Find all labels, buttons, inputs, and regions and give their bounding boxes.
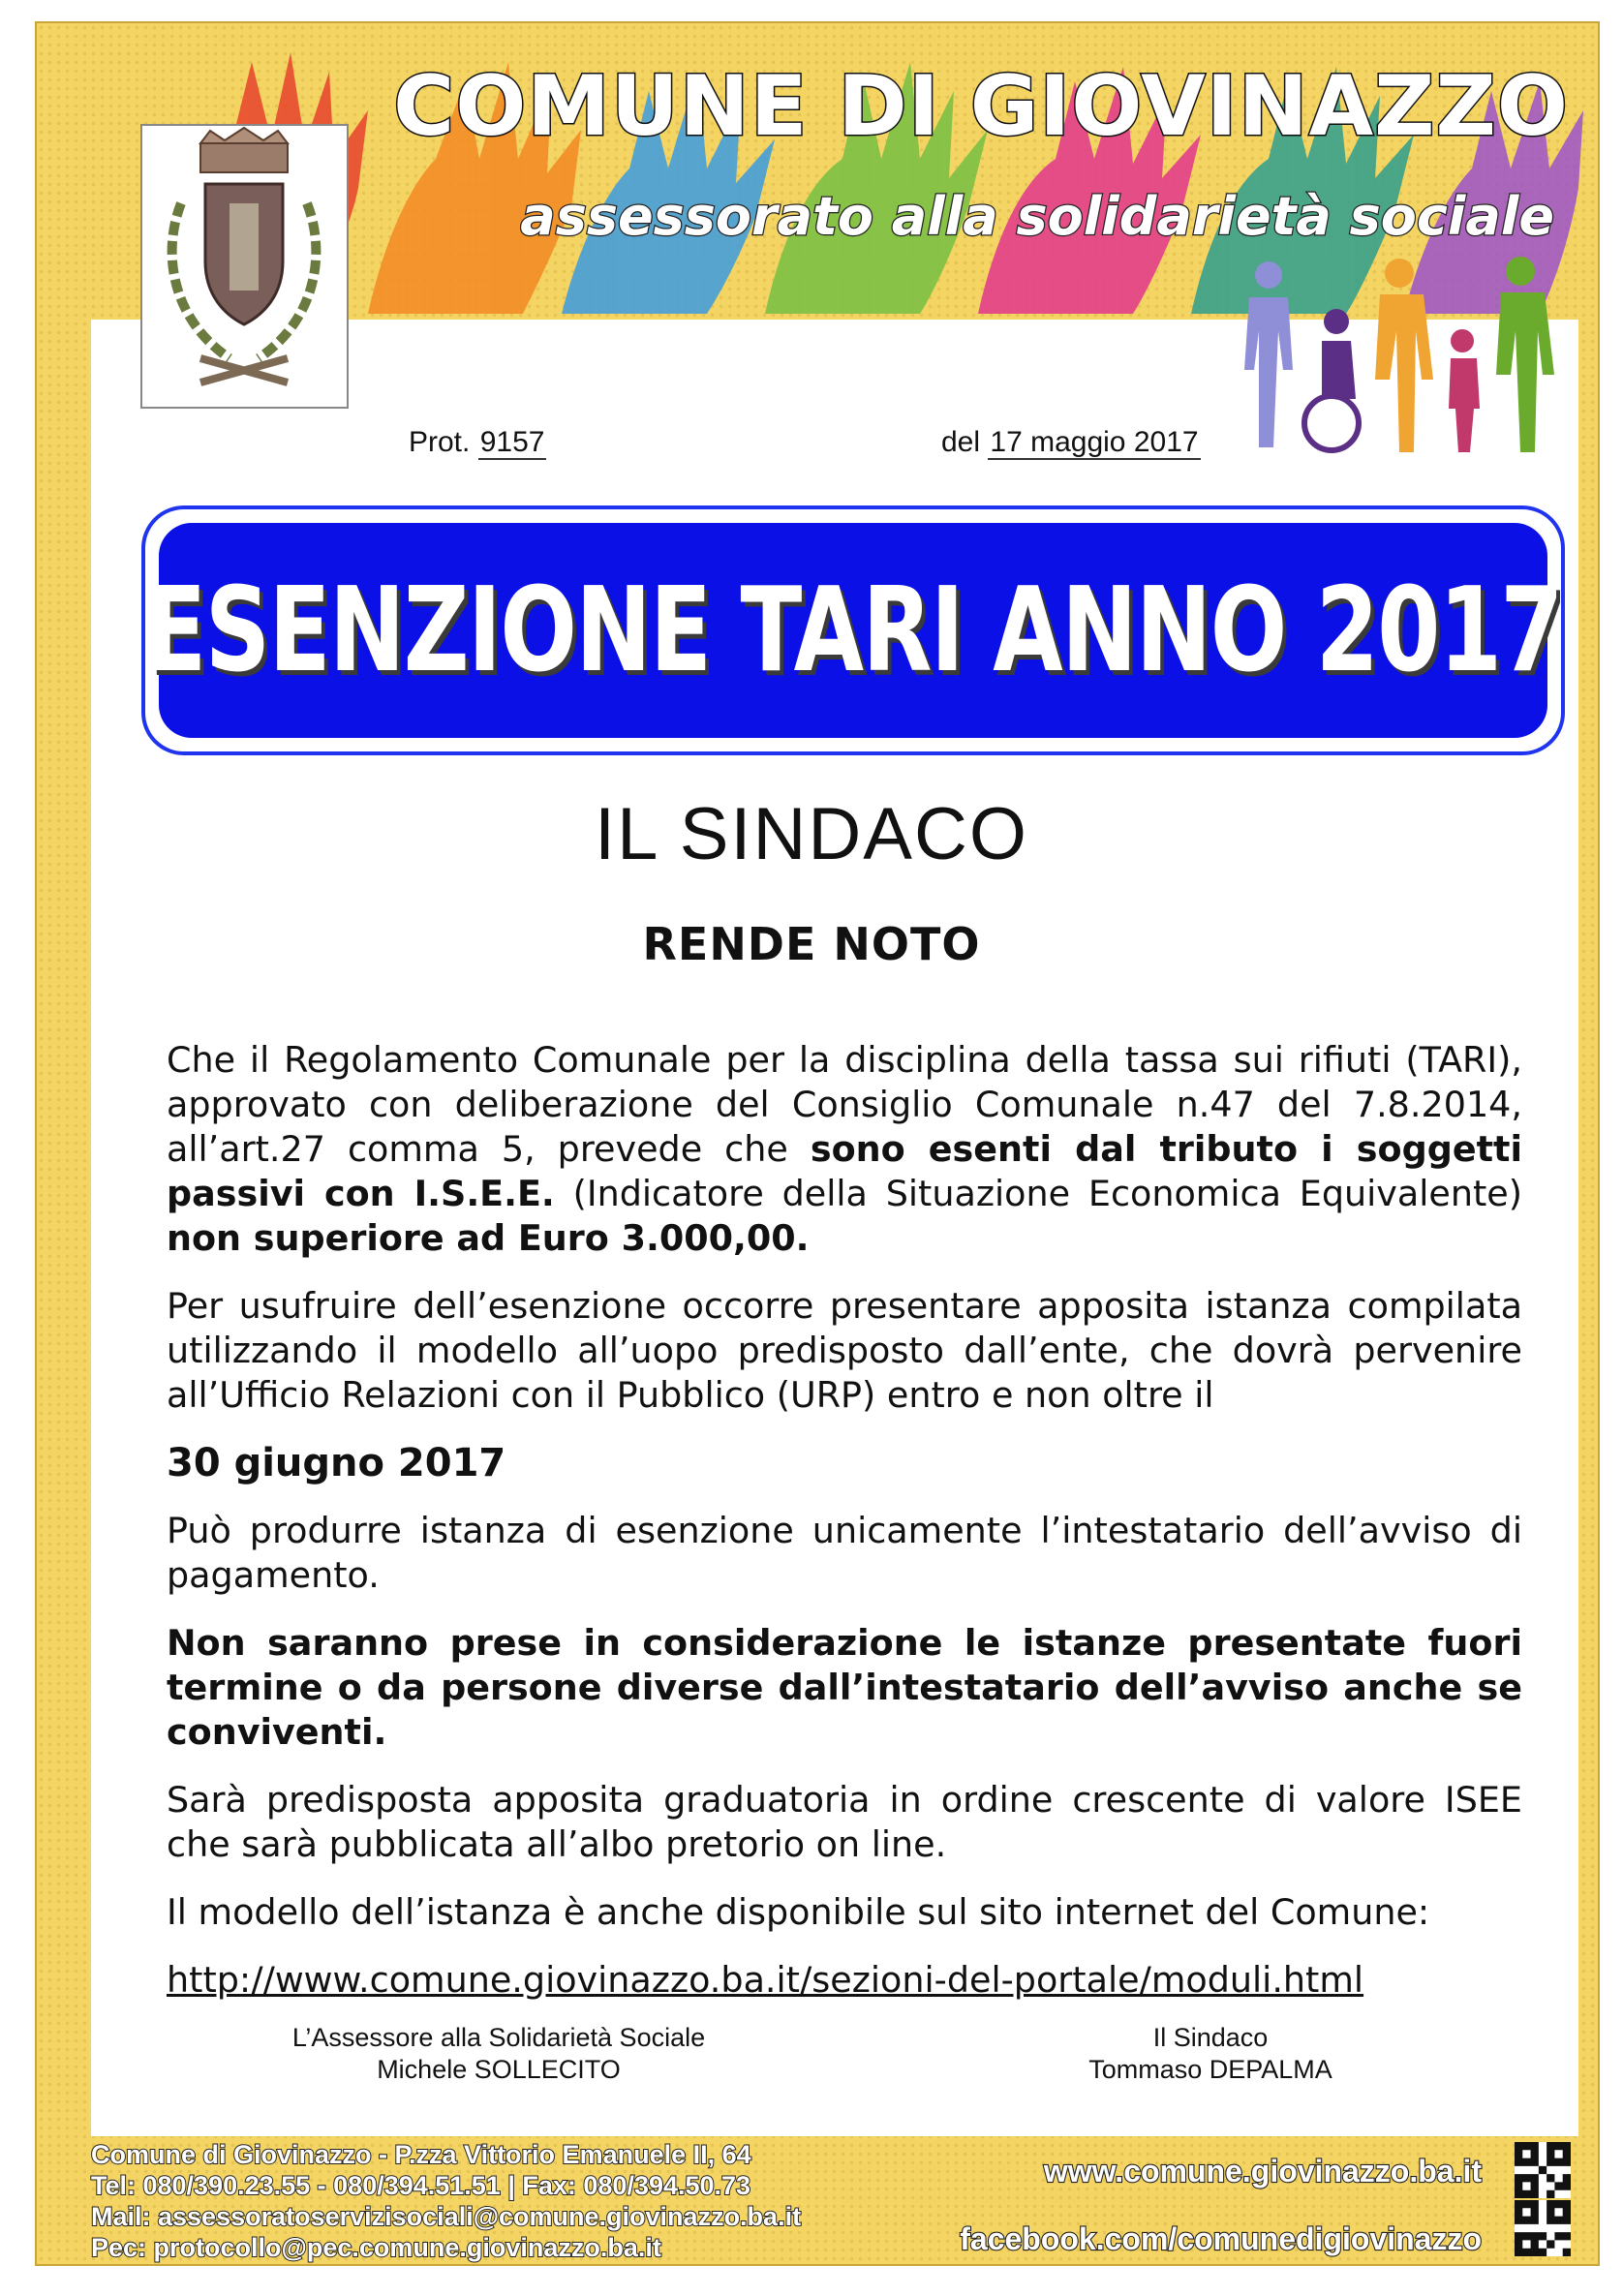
coat-of-arms-icon [142,126,347,407]
headline-text: ESENZIONE TARI ANNO 2017 [144,563,1562,698]
paragraph-5: Sarà predisposta apposita graduatoria in ordine crescente di valore ISEE che sarà pubblicata all’albo pretorio on line. [167,1779,1522,1865]
paragraph-1-text-c: (Indicatore della Situazione Economica Equivalente) [554,1173,1522,1214]
paragraph-2: Per usufruire dell’esenzione occorre presentare apposita istanza compilata utilizzando il modello all’uopo predisposto dall’ente, che dovrà pervenire all’Ufficio Relazioni con il Pubblico (URP) entro e non oltre il [167,1285,1522,1416]
modules-link[interactable]: http://www.comune.giovinazzo.ba.it/sezioni-del-portale/moduli.html [167,1959,1364,2001]
footer [91,2140,1578,2262]
paragraph-1-text-d: non superiore ad Euro 3.000,00. [167,1217,810,1259]
sindaco-role: Il Sindaco [1152,2023,1269,2052]
footer-facebook[interactable]: facebook.com/comunedigiovinazzo [960,2221,1482,2256]
footer-website[interactable]: www.comune.giovinazzo.ba.it [1043,2154,1482,2189]
deadline-date: 30 giugno 2017 [167,1441,506,1485]
footer-address: Comune di Giovinazzo - P.zza Vittorio Emanuele II, 64 [91,2140,751,2169]
assessore-name: Michele SOLLECITO [377,2055,621,2084]
paragraph-1-text-a: Che il Regolamento Comunale per la disciplina della tassa sui rifiuti (TARI), approvato con deliberazione del Consiglio Comunale n.47 del 7.8.2014, all’art.27 comma 5, prevede che [167,1039,1522,1170]
paragraph-6: Il modello dell’istanza è anche disponibile sul sito internet del Comune: [167,1891,1430,1933]
assessore-role: L’Assessore alla Solidarietà Sociale [291,2023,706,2052]
paragraph-4-text: Non saranno prese in considerazione le istanze presentate fuori termine o da persone diverse dall’intestatario dell’avviso anche se conviventi. [167,1622,1522,1753]
footer-phone: Tel: 080/390.23.55 - 080/394.51.51 | Fax: 080/394.50.73 [91,2171,751,2200]
paragraph-4 [167,1621,1522,1755]
footer-pec[interactable]: Pec: protocollo@pec.comune.giovinazzo.ba.it [91,2233,661,2262]
protocol-date-line [941,426,1201,459]
qr-code-website-icon [1515,2142,1571,2198]
sindaco-name: Tommaso DEPALMA [1088,2055,1332,2084]
page-subtitle: assessorato alla solidarietà sociale [520,186,1554,247]
heading-sindaco: IL SINDACO [595,793,1028,875]
headline-banner-inner [144,523,1562,738]
signature-assessore [242,2022,755,2086]
prot-label: Prot. [409,426,471,458]
prot-number: 9157 [479,426,545,458]
paragraph-1 [167,1038,1522,1261]
protocol-number-line [409,426,546,459]
date-label: del [941,426,981,458]
footer-mail[interactable]: Mail: assessoratoservizisociali@comune.giovinazzo.ba.it [91,2202,802,2231]
paragraph-1-text-b: sono esenti dal tributo i soggetti passivi con I.S.E.E. [167,1128,1522,1214]
date-value: 17 maggio 2017 [990,426,1199,458]
headline-banner [141,505,1565,755]
qr-code-facebook-icon [1515,2200,1571,2256]
notice-body [167,1038,1522,2026]
page-title: COMUNE DI GIOVINAZZO [393,58,1569,155]
paragraph-3: Può produrre istanza di esenzione unicamente l’intestatario dell’avviso di pagamento. [167,1510,1522,1596]
signature-sindaco [1026,2022,1394,2086]
coat-of-arms [140,124,349,409]
family-icon [1230,254,1559,457]
heading-rende-noto: RENDE NOTO [642,918,981,970]
